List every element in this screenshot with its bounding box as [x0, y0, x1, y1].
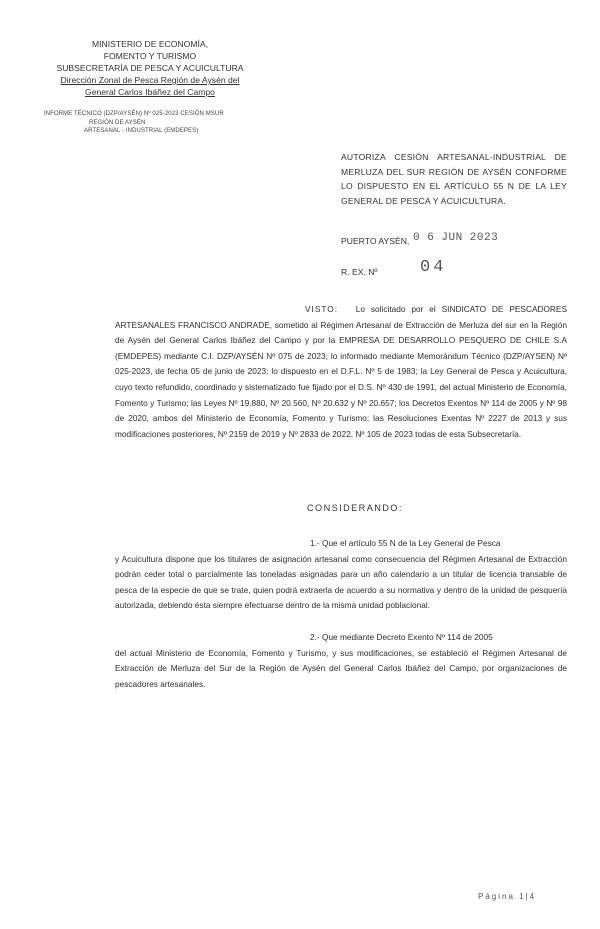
- resolution-title: AUTORIZA CESIÓN ARTESANAL-INDUSTRIAL DE MERLUZA DEL SUR REGIÓN DE AYSÉN CONFORME LO DISPUESTO EN EL ARTÍCULO 55 N DE LA LEY GENERAL DE PESCA Y ACUICULTURA.: [341, 152, 567, 206]
- reference-block: [44, 110, 224, 136]
- reference-line-2: REGIÓN DE AYSÉN: [89, 119, 146, 126]
- considerando-heading: CONSIDERANDO:: [307, 503, 403, 513]
- rex-label: R. EX. Nº: [341, 267, 378, 277]
- considerando-paragraph-2: [115, 630, 567, 692]
- header-line-5: General Carlos Ibáñez del Campo: [85, 87, 215, 97]
- page-number: Página 1|4: [478, 892, 537, 901]
- paragraph-1-body: y Acuicultura dispone que los titulares de asignación artesanal como consecuencia del Régimen Artesanal de Extracción podrán ceder total o parcialmente las toneladas asignadas para un año calendario a un titular de licencia transable de pesca de la especie de que se trate, quien podrá extraerla de acuerdo a su normativa y dentro de la unidad de pesquería autorizada, debiendo ésta siempre efectuarse dentro de la misma unidad poblacional.: [115, 553, 567, 611]
- rex-number: 04: [420, 258, 447, 277]
- header-line-1: MINISTERIO DE ECONOMÍA,: [91, 39, 209, 49]
- visto-label: VISTO:: [305, 304, 339, 314]
- place-label: PUERTO AYSÉN,: [341, 236, 410, 246]
- visto-paragraph: [115, 302, 567, 442]
- paragraph-2-body: del actual Ministerio de Economía, Fomento y Turismo, y sus modificaciones, se estableció el Régimen Artesanal de Extracción de Merluza del Sur de la Región de Aysén del General Carlos Ibáñez del Campo, por organizaciones de pescadores artesanales.: [115, 647, 567, 689]
- reference-line-1: INFORME TÉCNICO (DZP/AYSÉN) Nº 025-2023 CESIÓN MSUR: [44, 111, 224, 117]
- header-line-2: FOMENTO Y TURISMO: [103, 51, 197, 61]
- paragraph-1-first-line: 1.- Que el artículo 55 N de la Ley General de Pesca: [310, 538, 501, 548]
- header-line-3: SUBSECRETARÍA DE PESCA Y ACUICULTURA: [56, 63, 244, 73]
- header-line-4: Dirección Zonal de Pesca Región de Aysén del: [60, 75, 240, 85]
- visto-text: Lo solicitado por el SINDICATO DE PESCADORES ARTESANALES FRANCISCO ANDRADE, sometido al Régimen Artesanal de Extracción de Merluza del sur en la Región de Aysén del General Carlos Ibáñez del Campo y por la EMPRESA DE DESARROLLO PESQUERO DE CHILE S.A (EMDEPES) mediante C.I. DZP/AYSÉN Nº 075 de 2023; lo informado mediante Memorándum Técnico (DZP/AYSEN) Nº 025-2023, de fecha 05 de junio de 2023; lo dispuesto en el D.F.L. Nº 5 de 1983; la Ley General de Pesca y Acuicultura, cuyo texto refundido, coordinado y sistematizado fue fijado por el D.S. Nº 430 de 1991, del actual Ministerio de Economía, Fomento y Turismo; las Leyes Nº 19.880, Nº 20.560, Nº 20.632 y Nº 20.657; los Decretos Exentos Nº 114 de 2005 y Nº 98 de 2020, ambos del Ministerio de Economía, Fomento y Turismo; las Resoluciones Exentas Nº 2227 de 2013 y sus modificaciones posteriores, Nº 2159 de 2019 y Nº 2833 de 2022, Nº 105 de 2023 todas de esta Subsecretaría.: [115, 304, 567, 439]
- considerando-paragraph-1: [115, 536, 567, 614]
- paragraph-2-first-line: 2.- Que mediante Decreto Exento Nº 114 de 2005: [310, 632, 493, 642]
- date-stamp: 0 6 JUN 2023: [413, 232, 499, 244]
- reference-line-3: ARTESANAL - INDUSTRIAL (EMDEPES): [84, 128, 199, 134]
- ministry-header: [30, 38, 270, 98]
